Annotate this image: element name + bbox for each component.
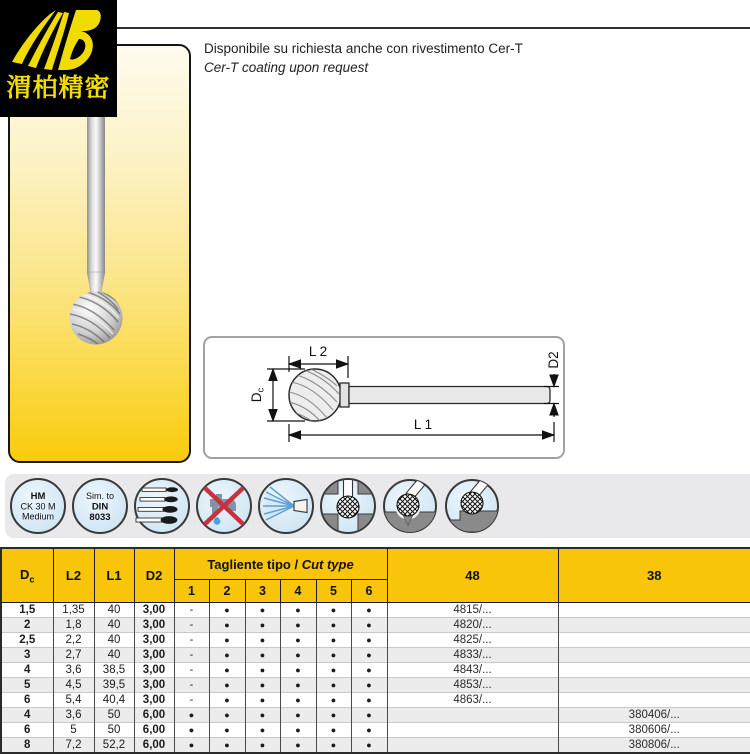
cell-cut-1: -	[174, 663, 209, 678]
cut-col-6: 6	[351, 580, 387, 603]
col-header-series-38: 38	[558, 548, 750, 603]
cell-cut-3: ●	[245, 633, 280, 648]
cell-cut-4: ●	[280, 693, 316, 708]
cell-l2: 2,2	[53, 633, 94, 648]
cell-cut-5: ●	[316, 723, 351, 738]
cell-l2: 3,6	[53, 663, 94, 678]
cell-cut-6: ●	[351, 648, 387, 663]
table-row	[1, 648, 750, 663]
cell-d2: 3,00	[134, 648, 174, 663]
cell-cut-2: ●	[209, 603, 245, 618]
cell-l2: 1,35	[53, 603, 94, 618]
dimension-diagram	[203, 336, 565, 459]
cell-cut-6: ●	[351, 663, 387, 678]
brand-logo-text: 渭柏精密	[6, 74, 111, 102]
cell-cut-3: ●	[245, 663, 280, 678]
cell-part-48: 4863/...	[387, 693, 558, 708]
cell-cut-5: ●	[316, 633, 351, 648]
cell-l1: 50	[94, 708, 134, 723]
cell-part-38	[558, 663, 750, 678]
cell-part-38	[558, 633, 750, 648]
no-coolant-icon	[197, 479, 251, 533]
table-row	[1, 708, 750, 723]
badge-icons	[5, 474, 750, 538]
cell-d2: 6,00	[134, 738, 174, 754]
cell-cut-4: ●	[280, 603, 316, 618]
cell-dc: 6	[1, 723, 53, 738]
spec-table-body	[1, 603, 750, 754]
cell-l1: 40	[94, 648, 134, 663]
cell-cut-4: ●	[280, 663, 316, 678]
icon-badge-bar	[5, 474, 750, 538]
cell-cut-1: -	[174, 618, 209, 633]
cell-cut-2: ●	[209, 723, 245, 738]
badge-din-line1: Sim. to	[85, 491, 115, 501]
cell-d2: 3,00	[134, 693, 174, 708]
cell-part-48: 4815/...	[387, 603, 558, 618]
cell-l1: 40	[94, 633, 134, 648]
cell-cut-3: ●	[245, 648, 280, 663]
top-divider	[117, 27, 750, 29]
cell-cut-4: ●	[280, 648, 316, 663]
cell-cut-6: ●	[351, 708, 387, 723]
cell-dc: 4	[1, 663, 53, 678]
cell-cut-3: ●	[245, 723, 280, 738]
cell-l1: 39,5	[94, 678, 134, 693]
cell-cut-2: ●	[209, 738, 245, 754]
cell-dc: 3	[1, 648, 53, 663]
cell-cut-5: ●	[316, 603, 351, 618]
cell-cut-1: -	[174, 678, 209, 693]
cell-d2: 3,00	[134, 678, 174, 693]
cell-dc: 2	[1, 618, 53, 633]
cell-part-38	[558, 618, 750, 633]
cell-part-48: 4820/...	[387, 618, 558, 633]
col-header-dc: $D_c$	[1, 548, 53, 603]
cell-cut-5: ●	[316, 618, 351, 633]
col-header-l2: L2	[53, 548, 94, 603]
cell-l2: 3,6	[53, 708, 94, 723]
table-row	[1, 633, 750, 648]
cell-cut-4: ●	[280, 723, 316, 738]
availability-note	[204, 39, 523, 77]
cell-cut-3: ●	[245, 603, 280, 618]
badge-din-line3: 8033	[89, 512, 111, 523]
cell-dc: 6	[1, 693, 53, 708]
brand-logo	[0, 0, 117, 117]
diagram-label-d2: D2	[546, 351, 561, 369]
cell-d2: 3,00	[134, 618, 174, 633]
cell-l2: 4,5	[53, 678, 94, 693]
cell-dc: 2,5	[1, 633, 53, 648]
cell-cut-4: ●	[280, 633, 316, 648]
cut-col-2: 2	[209, 580, 245, 603]
cut-col-3: 3	[245, 580, 280, 603]
cell-cut-1: -	[174, 648, 209, 663]
cell-part-38	[558, 678, 750, 693]
cell-l1: 38,5	[94, 663, 134, 678]
cell-cut-6: ●	[351, 603, 387, 618]
cell-cut-6: ●	[351, 693, 387, 708]
cell-cut-6: ●	[351, 618, 387, 633]
diagram-label-dc: Dc	[249, 387, 267, 403]
cell-cut-1: ●	[174, 708, 209, 723]
cut-col-1: 1	[174, 580, 209, 603]
cell-part-48	[387, 738, 558, 754]
cell-part-38	[558, 693, 750, 708]
cell-cut-5: ●	[316, 648, 351, 663]
table-row	[1, 663, 750, 678]
cell-cut-6: ●	[351, 678, 387, 693]
cut-col-4: 4	[280, 580, 316, 603]
cell-part-48: 4853/...	[387, 678, 558, 693]
badge-din-line2: DIN	[91, 501, 109, 513]
dimension-diagram-drawing	[205, 338, 563, 457]
spray-icon	[259, 479, 313, 533]
cell-part-48	[387, 708, 558, 723]
badge-material-line2: CK 30 M	[20, 501, 56, 512]
cell-cut-4: ●	[280, 618, 316, 633]
surface-milling-icon	[384, 479, 436, 534]
cell-d2: 3,00	[134, 603, 174, 618]
cell-cut-4: ●	[280, 708, 316, 723]
cell-cut-5: ●	[316, 678, 351, 693]
cell-cut-3: ●	[245, 708, 280, 723]
cell-cut-5: ●	[316, 663, 351, 678]
note-line-english: Cer-T coating upon request	[204, 60, 369, 75]
cell-l2: 5,4	[53, 693, 94, 708]
col-header-series-48: 48	[387, 548, 558, 603]
cell-l2: 2,7	[53, 648, 94, 663]
cell-part-48	[387, 723, 558, 738]
cell-cut-2: ●	[209, 633, 245, 648]
cell-cut-1: -	[174, 633, 209, 648]
cell-cut-6: ●	[351, 633, 387, 648]
table-row	[1, 603, 750, 618]
table-row	[1, 678, 750, 693]
cell-cut-6: ●	[351, 738, 387, 754]
badge-din	[73, 479, 127, 533]
cell-cut-5: ●	[316, 693, 351, 708]
table-row	[1, 738, 750, 754]
cell-part-38: 380606/...	[558, 723, 750, 738]
cell-cut-1: ●	[174, 738, 209, 754]
table-row	[1, 723, 750, 738]
cell-dc: 1,5	[1, 603, 53, 618]
cell-cut-3: ●	[245, 618, 280, 633]
cell-dc: 5	[1, 678, 53, 693]
cell-cut-3: ●	[245, 678, 280, 693]
cell-cut-4: ●	[280, 738, 316, 754]
cell-part-38	[558, 603, 750, 618]
cell-part-38: 380406/...	[558, 708, 750, 723]
cell-part-48: 4843/...	[387, 663, 558, 678]
cell-cut-2: ●	[209, 663, 245, 678]
cell-l2: 7,2	[53, 738, 94, 754]
cut-col-5: 5	[316, 580, 351, 603]
cell-cut-1: -	[174, 603, 209, 618]
cell-dc: 4	[1, 708, 53, 723]
cell-l1: 40	[94, 618, 134, 633]
cell-cut-2: ●	[209, 693, 245, 708]
col-header-l1: L1	[94, 548, 134, 603]
cell-l1: 40	[94, 603, 134, 618]
cell-l1: 50	[94, 723, 134, 738]
cell-cut-5: ●	[316, 708, 351, 723]
table-row	[1, 618, 750, 633]
cell-l2: 5	[53, 723, 94, 738]
spec-table	[0, 547, 750, 754]
cell-cut-6: ●	[351, 723, 387, 738]
cell-cut-2: ●	[209, 678, 245, 693]
cell-cut-2: ●	[209, 618, 245, 633]
cell-d2: 6,00	[134, 723, 174, 738]
cell-part-38: 380806/...	[558, 738, 750, 754]
col-header-d2: D2	[134, 548, 174, 603]
cell-cut-1: ●	[174, 723, 209, 738]
badge-material-line3: Medium	[21, 511, 55, 522]
badge-material-line1: HM	[30, 491, 46, 502]
cell-part-48: 4825/...	[387, 633, 558, 648]
cell-cut-2: ●	[209, 648, 245, 663]
cell-l1: 52,2	[94, 738, 134, 754]
slot-milling-icon	[321, 478, 375, 536]
brand-logo-fan-icon	[0, 0, 117, 78]
cell-cut-3: ●	[245, 693, 280, 708]
cell-cut-2: ●	[209, 708, 245, 723]
col-header-cut-type: Tagliente tipo / Cut type	[174, 548, 387, 580]
cell-cut-1: -	[174, 693, 209, 708]
cell-part-48: 4833/...	[387, 648, 558, 663]
cell-dc: 8	[1, 738, 53, 754]
cell-d2: 6,00	[134, 708, 174, 723]
diagram-label-l1: L 1	[413, 417, 433, 432]
diagram-label-l2: L 2	[308, 344, 328, 359]
step-milling-icon	[446, 478, 498, 532]
cell-cut-4: ●	[280, 678, 316, 693]
cell-part-38	[558, 648, 750, 663]
cell-l1: 40,4	[94, 693, 134, 708]
table-row	[1, 693, 750, 708]
cell-d2: 3,00	[134, 633, 174, 648]
note-line-italian: Disponibile su richiesta anche con rivestimento Cer-T	[204, 41, 523, 56]
cell-cut-5: ●	[316, 738, 351, 754]
cell-d2: 3,00	[134, 663, 174, 678]
cell-cut-3: ●	[245, 738, 280, 754]
badge-material	[11, 479, 65, 533]
burr-assortment-icon	[135, 479, 189, 533]
cell-l2: 1,8	[53, 618, 94, 633]
